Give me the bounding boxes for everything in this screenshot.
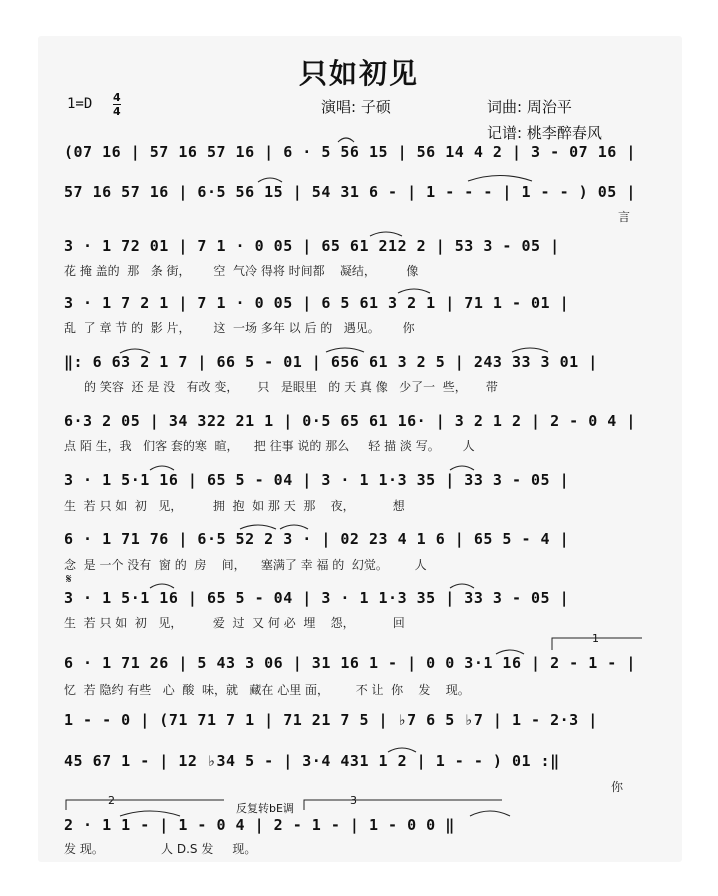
score-line-9-lyrics: 生 若 只 如 初 见， 爱 过 又 何 必 埋 怨， 回 bbox=[64, 616, 405, 630]
score-line-6-notes: 6·3 2 05 | 34 322 21 1 | 0·5 65 61 16· | 3 2 1 2 | 2 - 0 4 | bbox=[64, 412, 636, 430]
ending-3-label: 3 bbox=[350, 794, 357, 807]
slur bbox=[258, 178, 282, 182]
score-line-10-notes: 6 · 1 71 26 | 5 43 3 06 | 31 16 1 - | 0 0 3·1 16 | 2 - 1 - | bbox=[64, 654, 636, 672]
score-line-9-notes: 3 · 1 5·1 16 | 65 5 - 04 | 3 · 1 1·3 35 | 33 3 - 05 | bbox=[64, 589, 570, 607]
score-line-12-notes: 45 67 1 - | 12 ♭34 5 - | 3·4 431 1 2 | 1 - - ) 01 :‖ bbox=[64, 752, 560, 770]
singer-credit: 演唱: 子硕 bbox=[321, 98, 391, 116]
score-line-2-notes: 57 16 57 16 | 6·5 56 15 | 54 31 6 - | 1 - - - | 1 - - ) 05 | bbox=[64, 183, 636, 201]
key-change-note: 反复转bE调 bbox=[236, 802, 294, 815]
score-line-3-notes: 3 · 1 72 01 | 7 1 · 0 05 | 65 61 212 2 | 53 3 - 05 | bbox=[64, 237, 560, 255]
composer-credit: 词曲: 周治平 bbox=[487, 98, 572, 116]
slur bbox=[496, 650, 524, 654]
ending-2-bracket bbox=[66, 800, 224, 810]
score-line-7-lyrics: 生 若 只 如 初 见， 拥 抱 如 那 天 那 夜， 想 bbox=[64, 499, 405, 513]
score-line-6-lyrics: 点 陌 生，我 们客 套的寒 暄， 把 往事 说的 那么 轻 描 淡 写。 人 bbox=[64, 439, 475, 453]
score-line-13-lyrics: 发 现。 人 D.S 发 现。 bbox=[64, 842, 257, 856]
slur bbox=[280, 525, 308, 529]
ending-2-label: 2 bbox=[108, 794, 115, 807]
slur bbox=[150, 584, 174, 588]
ending-3-bracket bbox=[304, 800, 502, 810]
slur bbox=[120, 349, 150, 353]
slur bbox=[150, 466, 174, 470]
slur bbox=[120, 811, 180, 816]
score-line-13-notes: 2 · 1 1 - | 1 - 0 4 | 2 - 1 - | 1 - 0 0 ‖ bbox=[64, 816, 455, 834]
slur bbox=[398, 289, 430, 293]
time-signature-top: 4 bbox=[113, 91, 121, 104]
score-line-8-lyrics: 念 是 一个 没有 窗 的 房 间， 塞满了 幸 福 的 幻觉。 人 bbox=[64, 558, 427, 572]
slur bbox=[450, 466, 474, 470]
score-line-5-lyrics: 的 笑容 还 是 没 有改 变， 只 是眼里 的 天 真 像 少了一 些， 带 bbox=[84, 380, 498, 394]
ending-1-label: 1 bbox=[592, 632, 599, 645]
slur bbox=[468, 176, 532, 182]
slur bbox=[326, 348, 364, 352]
score-line-1-notes: (07 16 | 57 16 57 16 | 6 · 5 56 15 | 56 14 4 2 | 3 - 07 16 | bbox=[64, 143, 636, 161]
slur bbox=[370, 232, 402, 236]
slur bbox=[512, 348, 548, 352]
score-line-4-notes: 3 · 1 7 2 1 | 7 1 · 0 05 | 6 5 61 3 2 1 | 71 1 - 01 | bbox=[64, 294, 570, 312]
slur bbox=[470, 811, 510, 816]
score-line-2-lyrics: 言 bbox=[618, 210, 631, 224]
key-signature: 1=D bbox=[67, 96, 93, 112]
score-line-3-lyrics: 花 掩 盖的 那 条 街， 空 气冷 得将 时间都 凝结， 像 bbox=[64, 264, 419, 278]
ending-1-bracket bbox=[552, 638, 642, 650]
time-signature-bottom: 4 bbox=[113, 105, 121, 118]
song-title: 只如初见 bbox=[298, 57, 419, 90]
score-line-11-notes: 1 - - 0 | (71 71 7 1 | 71 21 7 5 | ♭7 6 5 ♭7 | 1 - 2·3 | bbox=[64, 711, 598, 729]
slur bbox=[450, 584, 474, 588]
score-line-4-lyrics: 乱 了 章 节 的 影 片， 这 一场 多年 以 后 的 遇见。 你 bbox=[64, 321, 415, 335]
score-line-8-notes: 6 · 1 71 76 | 6·5 52 2 3 · | 02 23 4 1 6 | 65 5 - 4 | bbox=[64, 530, 570, 548]
score-line-5-notes: ‖: 6 63 2 1 7 | 66 5 - 01 | 656 61 3 2 5 | 243 33 3 01 | bbox=[64, 353, 598, 371]
segno-sign: 𝄋 bbox=[66, 572, 72, 587]
slur bbox=[388, 748, 416, 752]
slur bbox=[338, 138, 354, 142]
score-line-12-lyrics: 你 bbox=[611, 780, 624, 794]
score-line-10-lyrics: 忆 若 隐约 有些 心 酸 味，就 藏在 心里 面， 不 让 你 发 现。 bbox=[64, 683, 470, 697]
transcriber-credit: 记谱: 桃李醉春风 bbox=[487, 124, 602, 142]
score-line-7-notes: 3 · 1 5·1 16 | 65 5 - 04 | 3 · 1 1·3 35 | 33 3 - 05 | bbox=[64, 471, 570, 489]
slur bbox=[240, 525, 276, 529]
